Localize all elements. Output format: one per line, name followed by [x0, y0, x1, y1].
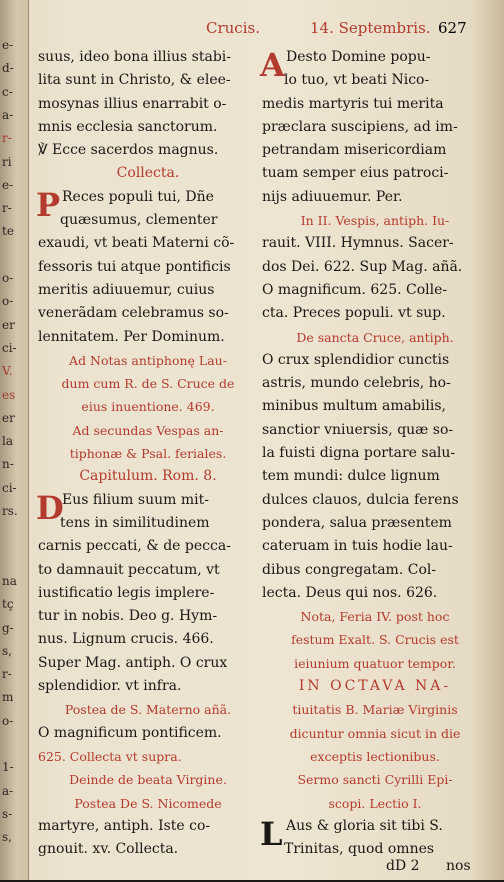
text-line — [38, 209, 258, 232]
text-line — [262, 162, 488, 185]
text-line — [38, 256, 258, 279]
gutter-fragment: d- — [2, 61, 14, 76]
line-text: minibus multum amabilis, — [262, 398, 446, 415]
gutter-fragment: n- — [2, 457, 14, 472]
line-text: O crux splendidior cunctis — [262, 351, 450, 368]
line-text: pondera, salua præsentem — [262, 514, 452, 531]
line-text: nijs adiuuemur. Per. — [262, 188, 403, 205]
text-line — [262, 139, 488, 162]
text-line — [38, 93, 258, 116]
line-text: Eus filium suum mit- — [62, 491, 209, 508]
line-text: dum cum R. de S. Cruce de — [61, 376, 235, 392]
line-text: meritis adiuuemur, cuius — [38, 281, 215, 298]
line-text: rauit. VIII. Hymnus. Sacer- — [262, 235, 454, 252]
line-text: scopi. Lectio I. — [328, 795, 422, 811]
text-line — [38, 69, 258, 92]
line-text: la fuisti digna portare salu- — [262, 445, 456, 462]
line-text: suus, ideo bona illius stabi- — [38, 49, 231, 65]
text-line — [262, 535, 488, 558]
line-text: iustificatio legis implere- — [38, 584, 215, 601]
rubric-line — [38, 698, 258, 721]
gutter-fragment: e- — [2, 177, 14, 192]
paragraph-start-line — [38, 186, 258, 209]
previous-page-margin — [0, 0, 29, 882]
paragraph-start-line — [262, 46, 488, 69]
line-text: ℣ Ecce sacerdos magnus. — [38, 142, 219, 159]
rubric-line — [262, 675, 488, 698]
line-text: ieiunium quatuor tempor. — [294, 655, 456, 671]
gutter-fragment: tç — [2, 597, 14, 612]
text-line — [38, 675, 258, 698]
text-line — [38, 722, 258, 745]
line-text: astris, mundo celebris, ho- — [262, 375, 451, 392]
gutter-fragment: r- — [2, 201, 12, 216]
line-text: fessoris tui atque pontificis — [38, 258, 231, 275]
text-line — [38, 605, 258, 628]
line-text: lecta. Deus qui nos. 626. — [262, 584, 438, 601]
gutter-fragment: te — [2, 224, 14, 239]
gutter-fragment: r- — [2, 131, 12, 146]
text-line — [38, 582, 258, 605]
text-line — [262, 395, 488, 418]
catchword: nos — [446, 858, 471, 874]
rubric-line — [262, 628, 488, 651]
line-text: tuam semper eius patroci- — [262, 165, 449, 182]
line-text: dicuntur omnia sicut in die — [289, 725, 461, 741]
line-text: De sancta Cruce, antiph. — [296, 329, 454, 345]
line-text: gnouit. xv. Collecta. — [38, 841, 179, 858]
gutter-fragment: r- — [2, 667, 12, 682]
line-text: dos Dei. 622. Sup Mag. añã. — [262, 258, 463, 275]
text-line — [38, 232, 258, 255]
gutter-fragment: s- — [2, 806, 13, 821]
line-text: Capitulum. Rom. 8. — [79, 468, 217, 485]
text-line — [262, 349, 488, 372]
line-text: 625. Collecta vt supra. — [38, 748, 182, 764]
text-line — [262, 69, 488, 92]
line-text: IN OCTAVA NA- — [298, 678, 452, 695]
line-text: cateruam in tuis hodie lau- — [262, 538, 453, 555]
rubric-line — [38, 792, 258, 815]
text-line — [262, 302, 488, 325]
line-text: dibus congregatam. Col- — [262, 561, 437, 578]
line-text: nus. Lignum crucis. 466. — [38, 631, 214, 648]
text-line — [262, 116, 488, 139]
rubric-line — [38, 745, 258, 768]
line-text: præclara suscipiens, ad im- — [262, 118, 458, 135]
gutter-fragment: s, — [2, 643, 12, 658]
line-text: quæsumus, clementer — [60, 212, 218, 229]
line-text: mosynas illius enarrabit o- — [38, 95, 227, 112]
rubric-line — [38, 442, 258, 465]
line-text: dulces clauos, dulcia ferens — [262, 491, 459, 508]
gutter-fragment: s, — [2, 830, 12, 845]
line-text: exceptis lectionibus. — [310, 748, 440, 764]
text-line — [262, 559, 488, 582]
rubric-line — [38, 768, 258, 791]
text-line — [262, 489, 488, 512]
line-text: Postea De S. Nicomede — [74, 795, 222, 811]
line-text: tem mundi: dulce lignum — [262, 468, 440, 485]
drop-capital: P — [36, 185, 61, 224]
line-text: venerãdam celebramus so- — [38, 305, 229, 322]
text-line — [38, 815, 258, 838]
text-line — [262, 279, 488, 302]
text-line — [38, 279, 258, 302]
header-title-right: 14. Septembris. — [310, 19, 431, 37]
gutter-fragment: 1- — [2, 760, 14, 775]
text-line — [262, 512, 488, 535]
rubric-line — [262, 768, 488, 791]
gutter-fragment: ci- — [2, 480, 17, 495]
line-text: tiphonæ & Psal. feriales. — [69, 446, 227, 462]
line-text: Reces populi tui, Dñe — [62, 188, 214, 205]
text-line — [262, 232, 488, 255]
gutter-fragment: m — [2, 690, 14, 705]
line-text: Ad secundas Vespas an- — [72, 422, 224, 438]
running-header — [36, 14, 492, 42]
gutter-fragment: er — [2, 317, 15, 332]
rubric-line — [262, 605, 488, 628]
line-text: Trinitas, quod omnes — [284, 841, 435, 858]
gutter-fragment: o- — [2, 271, 14, 285]
line-text: Ad Notas antiphonę Lau- — [69, 352, 227, 368]
line-text: splendidior. vt infra. — [38, 678, 182, 695]
text-line — [262, 442, 488, 465]
line-text: cta. Preces populi. vt sup. — [262, 305, 446, 322]
gutter-fragment: ci- — [2, 340, 17, 355]
text-line — [38, 326, 258, 349]
rubric-line — [38, 162, 258, 185]
line-text: tur in nobis. Deo g. Hym- — [38, 608, 218, 625]
text-line — [38, 559, 258, 582]
rubric-line — [262, 698, 488, 721]
line-text: lita sunt in Christo, & elee- — [38, 72, 231, 89]
line-text: Aus & gloria sit tibi S. — [286, 817, 443, 834]
gutter-fragment: V. — [2, 364, 13, 379]
gutter-fragment: es — [2, 387, 16, 402]
text-line — [38, 46, 258, 69]
header-title-left: Crucis. — [206, 19, 260, 37]
drop-capital: D — [36, 488, 64, 527]
rubric-line — [262, 745, 488, 768]
text-line — [38, 116, 258, 139]
line-text: exaudi, vt beati Materni cõ- — [38, 235, 235, 252]
line-text: In II. Vespis, antiph. Iu- — [300, 213, 450, 229]
gutter-fragment: c- — [2, 84, 13, 99]
line-text: tiuitatis B. Mariæ Virginis — [292, 702, 458, 718]
gutter-fragment: ri — [2, 154, 12, 169]
gutter-fragment: a- — [2, 107, 14, 122]
line-text: tens in similitudinem — [60, 514, 210, 531]
text-line — [38, 652, 258, 675]
line-text: Sermo sancti Cyrilli Epi- — [297, 772, 453, 788]
rubric-line — [38, 419, 258, 442]
text-line — [262, 372, 488, 395]
gutter-fragment: e- — [2, 38, 14, 52]
line-text: carnis peccati, & de pecca- — [38, 538, 231, 555]
drop-capital: A — [260, 46, 285, 84]
rubric-line — [262, 652, 488, 675]
rubric-line — [262, 792, 488, 815]
line-text: O magnificum pontificem. — [38, 724, 222, 741]
line-text: sanctior vniuersis, quæ so- — [262, 421, 454, 438]
text-line — [38, 512, 258, 535]
line-text: martyre, antiph. Iste co- — [38, 817, 211, 834]
gutter-fragment: er — [2, 410, 15, 425]
text-line — [38, 628, 258, 651]
text-line — [262, 186, 488, 209]
gutter-fragment: g- — [2, 620, 14, 635]
text-line — [262, 582, 488, 605]
rubric-line — [262, 722, 488, 745]
rubric-line — [38, 372, 258, 395]
line-text: mnis ecclesia sanctorum. — [38, 118, 218, 135]
line-text: festum Exalt. S. Crucis est — [291, 632, 459, 648]
line-text: Desto Domine popu- — [286, 49, 431, 65]
rubric-line — [262, 326, 488, 349]
line-text: Postea de S. Materno añã. — [64, 702, 232, 718]
paragraph-start-line — [38, 489, 258, 512]
rubric-line — [262, 209, 488, 232]
text-line — [38, 139, 258, 162]
line-text: petrandam misericordiam — [262, 142, 447, 159]
line-text: medis martyris tui merita — [262, 95, 444, 112]
rubric-line — [38, 349, 258, 372]
text-line — [262, 419, 488, 442]
right-column — [262, 46, 488, 861]
text-line — [38, 302, 258, 325]
paragraph-start-line — [262, 815, 488, 838]
page-number: 627 — [438, 19, 467, 37]
gutter-fragment: na — [2, 573, 17, 588]
gutter-fragment: rs. — [2, 504, 18, 518]
gutter-fragment: o- — [2, 294, 14, 309]
text-line — [262, 465, 488, 488]
line-text: Collecta. — [116, 165, 180, 182]
page-footer — [0, 856, 504, 878]
line-text: lennitatem. Per Dominum. — [38, 328, 225, 345]
line-text: lo tuo, vt beati Nico- — [284, 72, 430, 89]
signature-mark: dD 2 — [386, 858, 420, 874]
text-line — [262, 93, 488, 116]
line-text: to damnauit peccatum, vt — [38, 561, 220, 578]
left-column — [38, 46, 258, 861]
line-text: eius inuentione. 469. — [81, 399, 215, 415]
text-line — [38, 535, 258, 558]
line-text: Super Mag. antiph. O crux — [38, 654, 228, 671]
gutter-fragment: la — [2, 434, 13, 449]
line-text: O magnificum. 625. Colle- — [262, 281, 448, 298]
gutter-fragment: o- — [2, 713, 14, 728]
text-line — [262, 256, 488, 279]
line-text: Nota, Feria IV. post hoc — [300, 609, 450, 625]
gutter-fragment: a- — [2, 783, 14, 798]
drop-capital: L — [260, 814, 283, 853]
rubric-line — [38, 465, 258, 488]
rubric-line — [38, 395, 258, 418]
line-text: Deinde de beata Virgine. — [69, 772, 227, 788]
